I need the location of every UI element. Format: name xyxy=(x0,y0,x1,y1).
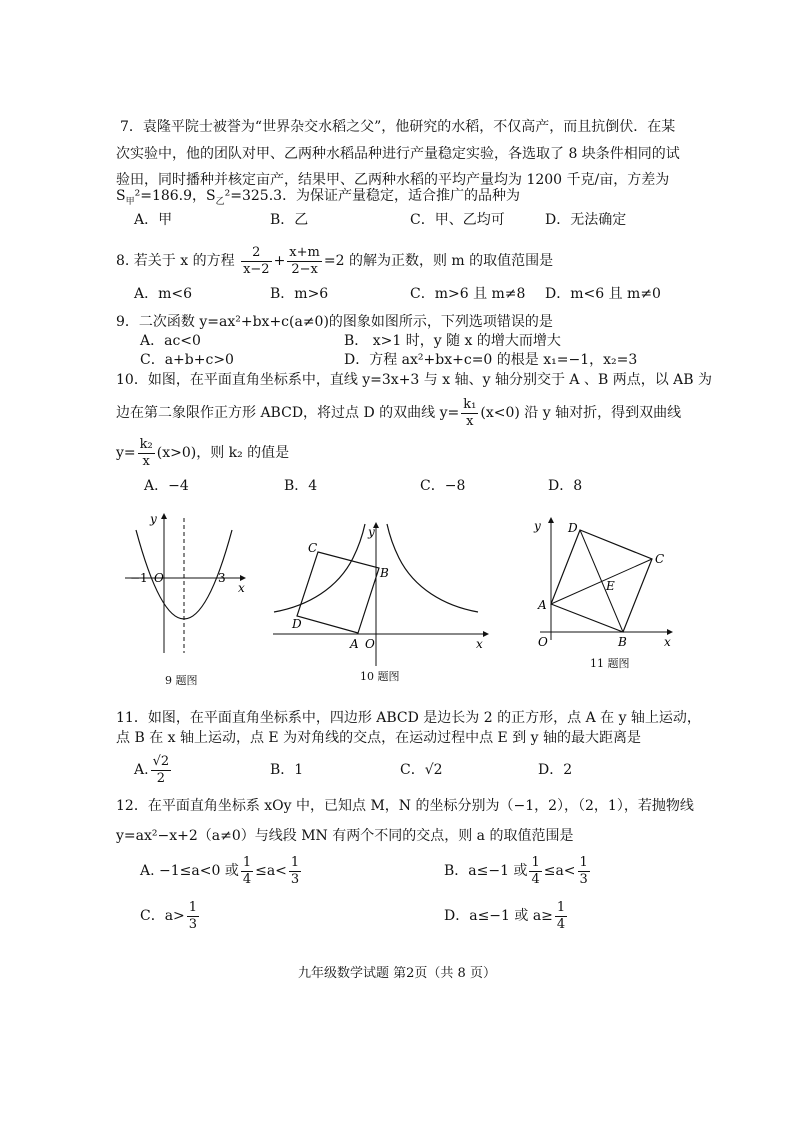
q12-option-a xyxy=(140,853,303,889)
q10-l2-post: (x<0) 沿 y 轴对折，得到双曲线 xyxy=(480,405,682,421)
fig11-label-c: C xyxy=(655,552,665,566)
q12-a-f2-den: 3 xyxy=(290,871,300,887)
q7-s: S xyxy=(116,188,126,204)
q7-var-yi: ²=325.3．为保证产量稳定，适合推广的品种为 xyxy=(224,188,521,204)
fig10-label-c: C xyxy=(308,541,318,555)
fig9-label-minus1: −1 xyxy=(130,571,148,585)
q12-a-pre: A. −1≤a<0 或 xyxy=(140,863,239,879)
fig11-label-x: x xyxy=(664,635,671,649)
q10-option-b: B．4 xyxy=(284,478,318,494)
q12-d-frac xyxy=(555,900,567,933)
q10-k1-fraction xyxy=(461,397,478,430)
q11-option-c: C．√2 xyxy=(400,762,443,778)
q12-a-f1-num: 1 xyxy=(242,854,252,870)
q11-a-den: 2 xyxy=(156,770,165,786)
q12-d-pre: D．a≤−1 或 a≥ xyxy=(444,908,553,924)
q12-a-mid: ≤a< xyxy=(255,863,287,879)
q7-option-b: B．乙 xyxy=(270,212,309,228)
q11-a-num: √2 xyxy=(152,753,170,769)
q10-k2-fraction xyxy=(138,437,155,470)
fig9-label-y: y xyxy=(150,512,157,526)
q8-option-a: A．m<6 xyxy=(134,286,193,302)
q12-c-num: 1 xyxy=(188,899,198,915)
q12-line-1: 12．在平面直角坐标系 xOy 中，已知点 M，N 的坐标分别为（−1，2），（2，1），若抛物线 xyxy=(116,798,694,814)
q11-option-b: B．1 xyxy=(270,762,304,778)
q10-l2-pre: 边在第二象限作正方形 ABCD，将过点 D 的双曲线 y= xyxy=(116,405,460,421)
q8-f2-num: x+m xyxy=(289,244,320,260)
q8-option-c: C．m>6 且 m≠8 xyxy=(410,286,526,302)
q8-stem xyxy=(116,243,553,279)
q10-option-a: A．−4 xyxy=(144,478,189,494)
fig11-caption: 11 题图 xyxy=(590,657,630,670)
fig10-hyperbola-left xyxy=(274,524,365,612)
q12-a-frac-1 xyxy=(241,855,253,888)
q8-pre: 8. 若关于 x 的方程 xyxy=(116,253,235,269)
q8-f1-den: x−2 xyxy=(243,261,270,277)
figure-10 xyxy=(268,518,498,668)
fig9-label-3: 3 xyxy=(218,571,226,585)
q12-a-f2-num: 1 xyxy=(290,854,300,870)
q12-b-f1-num: 1 xyxy=(531,854,540,870)
q12-d-den: 4 xyxy=(556,916,566,932)
q10-line-2 xyxy=(116,394,681,432)
q12-c-pre: C．a> xyxy=(140,908,185,924)
q12-a-f1-den: 4 xyxy=(242,871,252,887)
q10-k1-den: x xyxy=(466,413,474,429)
q12-b-f1-den: 4 xyxy=(531,871,540,887)
fig11-label-d: D xyxy=(568,521,578,535)
q11-line-1: 11．如图，在平面直角坐标系中，四边形 ABCD 是边长为 2 的正方形，点 A 在 y 轴上运动， xyxy=(116,710,701,726)
q10-option-d: D．8 xyxy=(548,478,583,494)
q7-sub-yi: 乙 xyxy=(215,196,225,207)
q12-b-f2-num: 1 xyxy=(579,854,588,870)
page-footer: 九年级数学试题 第2页（共 8 页） xyxy=(298,966,496,981)
q7-line-3: 验田，同时播种并核定亩产，结果甲、乙两种水稻的平均产量均为 1200 千克/亩，方差为 xyxy=(116,172,670,188)
q11-option-d: D．2 xyxy=(538,762,573,778)
q12-b-frac-2 xyxy=(578,855,590,888)
fig10-label-a: A xyxy=(350,637,359,651)
q12-c-frac xyxy=(187,900,199,933)
fig10-label-d: D xyxy=(292,617,302,631)
q12-option-d xyxy=(444,898,569,934)
fig10-label-b: B xyxy=(380,566,389,580)
fig10-hyperbola-right xyxy=(387,524,478,612)
q12-a-frac-2 xyxy=(289,855,301,888)
q10-line-1: 10．如图，在平面直角坐标系中，直线 y=3x+3 与 x 轴、y 轴分别交于 A 、B 两点，以 AB 为 xyxy=(116,372,712,388)
q11-a-fraction xyxy=(151,754,172,787)
q9-option-d: D．方程 ax²+bx+c=0 的根是 x₁=−1，x₂=3 xyxy=(344,352,638,368)
q11-line-2: 点 B 在 x 轴上运动，点 E 为对角线的交点，在运动过程中点 E 到 y 轴的最大距离是 xyxy=(116,730,642,746)
fig11-label-a: A xyxy=(538,598,547,612)
fig9-label-origin: O xyxy=(154,571,164,585)
fig11-label-o: O xyxy=(538,635,548,649)
q12-b-f2-den: 3 xyxy=(579,871,588,887)
q8-fraction-1 xyxy=(241,245,272,278)
q12-option-b xyxy=(444,853,592,889)
q10-l3-post: (x>0)，则 k₂ 的值是 xyxy=(156,445,290,461)
fig9-caption: 9 题图 xyxy=(165,674,198,687)
q7-line-1: 7．袁隆平院士被誉为“世界杂交水稻之父”，他研究的水稻，不仅高产，而且抗倒伏．在某 xyxy=(120,119,676,135)
fig10-label-y: y xyxy=(368,525,375,539)
fig10-label-o: O xyxy=(365,637,375,651)
q8-option-b: B．m>6 xyxy=(270,286,329,302)
figure-9 xyxy=(120,508,260,658)
q7-sub-jia: 甲 xyxy=(125,196,135,207)
q9-option-a: A．ac<0 xyxy=(140,333,201,349)
q12-b-mid: ≤a< xyxy=(543,863,576,879)
q12-option-c xyxy=(140,898,201,934)
q8-plus: + xyxy=(273,253,286,269)
q8-post: =2 的解为正数，则 m 的取值范围是 xyxy=(323,253,554,269)
q12-c-den: 3 xyxy=(188,916,198,932)
q7-option-d: D．无法确定 xyxy=(545,212,627,228)
q7-var-jia: ²=186.9，S xyxy=(134,188,216,204)
q7-option-c: C．甲、乙均可 xyxy=(410,212,505,228)
q12-d-num: 1 xyxy=(556,899,566,915)
q11-option-a xyxy=(134,752,173,788)
q10-k2-num: k₂ xyxy=(139,436,153,452)
fig11-label-b: B xyxy=(618,635,627,649)
q10-line-3 xyxy=(116,435,289,471)
q10-k2-den: x xyxy=(142,453,150,469)
q8-option-d: D．m<6 且 m≠0 xyxy=(545,286,661,302)
q10-option-c: C．−8 xyxy=(420,478,466,494)
q12-line-2: y=ax²−x+2（a≠0）与线段 MN 有两个不同的交点，则 a 的取值范围是 xyxy=(116,828,574,844)
q11-a-pre: A. xyxy=(134,762,149,778)
q8-f1-num: 2 xyxy=(241,245,272,262)
fig11-label-e: E xyxy=(606,579,615,593)
q9-option-c: C．a+b+c>0 xyxy=(140,352,234,368)
fig10-square-abcd xyxy=(297,552,379,633)
q8-fraction-2 xyxy=(287,245,322,278)
q9-option-b: B． x>1 时，y 随 x 的增大而增大 xyxy=(344,333,561,349)
figure-11 xyxy=(530,512,680,652)
q10-l3-pre: y= xyxy=(116,445,136,461)
q7-line-2: 次实验中，他的团队对甲、乙两种水稻品种进行产量稳定实验，各选取了 8 块条件相同的试 xyxy=(116,146,680,162)
q8-f2-den: 2−x xyxy=(291,261,318,277)
fig11-label-y: y xyxy=(534,519,541,533)
q12-b-frac-1 xyxy=(529,855,541,888)
q10-k1-num: k₁ xyxy=(463,396,477,412)
fig10-caption: 10 题图 xyxy=(360,670,400,683)
q7-option-a: A．甲 xyxy=(134,212,173,228)
q7-line-4 xyxy=(116,186,520,212)
q9-stem: 9．二次函数 y=ax²+bx+c(a≠0)的图象如图所示，下列选项错误的是 xyxy=(116,314,553,330)
fig10-label-x: x xyxy=(476,637,483,651)
q12-b-pre: B．a≤−1 或 xyxy=(444,863,528,879)
fig9-label-x: x xyxy=(238,581,245,595)
